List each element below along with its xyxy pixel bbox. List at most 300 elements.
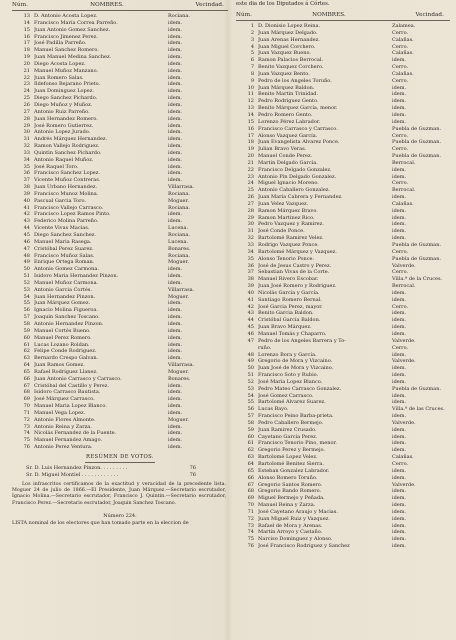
elector-name: Antonio Flores Almonte. xyxy=(34,416,96,423)
table-row xyxy=(236,23,450,30)
elector-name: Francisco Muñoz Salas. xyxy=(34,252,95,259)
table-row xyxy=(12,266,228,273)
section-number: Número 224. xyxy=(103,513,137,520)
table-row xyxy=(12,40,228,47)
row-number: 64 xyxy=(23,362,30,369)
elector-name: Antonio Ruiz Parreño. xyxy=(34,108,90,115)
elector-town: idem. xyxy=(168,423,183,430)
table-row xyxy=(236,256,450,263)
row-number: 47 xyxy=(247,337,254,344)
row-number: 29 xyxy=(23,122,30,129)
row-number: 40 xyxy=(23,197,30,204)
elector-town: Cerro. xyxy=(392,248,409,255)
elector-town: idem. xyxy=(168,300,183,307)
row-number: 30 xyxy=(247,221,254,228)
elector-town: Calañas. xyxy=(392,200,414,207)
elector-name: Nicolás Fernandez de la Fuente. xyxy=(34,430,117,437)
table-row xyxy=(12,355,228,362)
elector-name: Juan María Cabrera y Fernandez. xyxy=(258,194,343,201)
elector-name: Rafael Rodriguez Llanez. xyxy=(34,368,98,375)
row-number: 39 xyxy=(247,283,254,290)
elector-town: idem. xyxy=(168,430,183,437)
elector-town: Calañas. xyxy=(392,454,414,461)
elector-town: idem. xyxy=(168,40,183,47)
table-row xyxy=(12,348,228,355)
row-number: 21 xyxy=(23,67,30,74)
elector-name: Manuel Cortés Bueno. xyxy=(34,327,91,334)
elector-name: Alonso Tenorio Ponce. xyxy=(258,255,315,262)
row-number: 42 xyxy=(23,211,30,218)
elector-name: Antonio Gomez Carmona. xyxy=(34,266,99,273)
table-row xyxy=(12,143,228,150)
table-row xyxy=(236,352,450,359)
table-row xyxy=(12,389,228,396)
elector-name: Francisco Lopez Ramos Pinto. xyxy=(34,211,111,218)
elector-name: Ramon Martinez Rico. xyxy=(258,214,315,221)
elector-name: José Padilla Parreño. xyxy=(34,40,87,47)
elector-name: Antonio Lopez Jurado. xyxy=(34,129,91,136)
row-number: 23 xyxy=(23,81,30,88)
table-row xyxy=(12,170,228,177)
elector-town: idem. xyxy=(392,91,407,98)
table-row xyxy=(12,328,228,335)
elector-name: Francisco Carrasco y Carrasco. xyxy=(258,125,338,132)
elector-name: Juan Vazquez Bento. xyxy=(258,70,310,77)
table-row xyxy=(12,246,228,253)
table-row xyxy=(12,157,228,164)
row-number: 15 xyxy=(247,118,254,125)
elector-name: Pedro de los Angeles Toruño. xyxy=(258,77,332,84)
row-number: 46 xyxy=(23,238,30,245)
table-row xyxy=(236,50,450,57)
table-row xyxy=(236,304,450,311)
row-number: 15 xyxy=(23,26,30,33)
elector-name: Bartolomé Benitez Sierra. xyxy=(258,461,324,467)
table-row xyxy=(12,34,228,41)
elector-town: idem. xyxy=(392,515,407,522)
table-row xyxy=(12,335,228,342)
elector-name: Vicente Vivas Macias. xyxy=(34,225,90,232)
row-number: 36 xyxy=(247,262,254,269)
elector-name: José de Jesus Castro y Perez. xyxy=(258,262,332,269)
elector-town: idem. xyxy=(392,98,407,105)
elector-town: Villarrasa. xyxy=(168,286,195,293)
row-number: 75 xyxy=(247,536,254,543)
table-row xyxy=(236,91,450,98)
table-row xyxy=(236,475,450,482)
elector-name: Francisco Delgado Gonzalez. xyxy=(258,166,332,173)
row-number: 60 xyxy=(247,433,254,440)
table-row xyxy=(236,126,450,133)
elector-town: idem. xyxy=(168,314,183,321)
row-number: 53 xyxy=(23,286,30,293)
table-row xyxy=(12,321,228,328)
elector-name: José Gomez Carrasco. xyxy=(258,392,314,399)
elector-town: Cerro. xyxy=(392,461,409,467)
table-row xyxy=(236,393,450,400)
table-row xyxy=(236,78,450,85)
elector-name: Manuel Rivero Escobar. xyxy=(258,276,319,283)
row-number: 16 xyxy=(23,33,30,40)
row-number: 20 xyxy=(23,60,30,67)
elector-town: idem. xyxy=(168,396,183,403)
table-row xyxy=(12,294,228,301)
elector-name: Esteban Gonzalez Labrador. xyxy=(258,467,330,474)
elector-town: Cerro. xyxy=(392,43,409,50)
table-row xyxy=(236,331,450,338)
elector-name: Enrique Ortega Roman. xyxy=(34,259,95,266)
row-number: 10 xyxy=(247,84,254,91)
elector-town: Berrocal. xyxy=(392,283,416,290)
table-row xyxy=(12,47,228,54)
elector-town: Moguer. xyxy=(168,197,189,204)
elector-name: Juan Manuel Medina Sanchez. xyxy=(34,54,112,61)
elector-name: Juan Arenas Hernandez. xyxy=(258,36,320,43)
elector-name: Martin Arroyo y Castaño. xyxy=(258,529,323,536)
row-number: 41 xyxy=(247,296,254,303)
table-row xyxy=(236,139,450,146)
table-row xyxy=(236,235,450,242)
row-number: 57 xyxy=(247,413,254,420)
elector-town: idem. xyxy=(392,474,407,481)
table-row xyxy=(236,358,450,365)
table-row xyxy=(236,386,450,393)
row-number: 6 xyxy=(250,57,254,64)
table-row xyxy=(12,280,228,287)
row-number: 23 xyxy=(247,173,254,180)
table-row xyxy=(236,242,450,249)
elector-town: Cerro. xyxy=(392,146,409,153)
row-number: 56 xyxy=(247,406,254,413)
elector-town: Rociana. xyxy=(168,252,190,259)
elector-name: José María Lopez Blanco. xyxy=(258,378,323,385)
table-row xyxy=(236,283,450,290)
elector-town: Berrocal. xyxy=(392,159,416,166)
right-rows xyxy=(236,23,450,550)
elector-town: idem. xyxy=(168,19,183,26)
table-row xyxy=(236,365,450,372)
header-town: Vecindad. xyxy=(195,2,224,8)
elector-town: idem. xyxy=(392,433,407,440)
row-number: 54 xyxy=(23,293,30,300)
right-table-header xyxy=(236,10,450,21)
table-row xyxy=(12,13,228,20)
elector-name: Cristóbal del Castillo y Perez. xyxy=(34,382,109,389)
elector-town: idem. xyxy=(392,317,407,324)
table-row xyxy=(236,543,450,550)
row-number: 34 xyxy=(247,248,254,255)
elector-name: Felipe Conde Rodriguez. xyxy=(34,348,97,355)
table-row xyxy=(12,95,228,102)
elector-name: Sebastian Vivas de la Corte. xyxy=(258,269,330,276)
table-row xyxy=(236,440,450,447)
elector-town: idem. xyxy=(168,156,183,163)
elector-town: Valverde. xyxy=(392,262,416,269)
row-number: 8 xyxy=(250,70,254,77)
elector-town: Calañas. xyxy=(392,70,414,77)
elector-town: idem. xyxy=(168,88,183,95)
elector-name: Federico Molina Parreño. xyxy=(34,218,99,225)
elector-town: idem. xyxy=(392,378,407,385)
table-row xyxy=(236,180,450,187)
elector-name: Lorenzo Pérez Labrador. xyxy=(258,118,321,125)
elector-town: idem. xyxy=(168,382,183,389)
row-number: 37 xyxy=(23,177,30,184)
elector-town: idem. xyxy=(392,399,407,406)
elector-name: Manuel Fernandez Amago. xyxy=(34,437,103,444)
elector-town: Bonares. xyxy=(168,245,191,252)
elector-town: Calañas. xyxy=(392,36,414,43)
table-row xyxy=(236,536,450,543)
row-number: 43 xyxy=(247,310,254,317)
row-number: 24 xyxy=(23,88,30,95)
divider xyxy=(85,462,155,463)
elector-name: Antonio Pin Delgado Gonzalez. xyxy=(258,173,337,180)
table-row xyxy=(236,174,450,181)
row-number xyxy=(236,345,258,352)
header-num: Núm. xyxy=(236,12,252,18)
table-row xyxy=(236,379,450,386)
row-number: 44 xyxy=(23,225,30,232)
row-number: 26 xyxy=(247,194,254,201)
elector-name: Juan José de Mora y Vizcaino. xyxy=(258,365,334,372)
table-row xyxy=(236,105,450,112)
elector-town: Cerro. xyxy=(392,269,409,276)
elector-town: Zalamea. xyxy=(392,23,416,29)
elector-name: Joaquin Sanchez Toscano. xyxy=(34,314,100,321)
row-number: 22 xyxy=(23,74,30,81)
elector-name: Bernardo Crespo Galvan. xyxy=(34,355,99,362)
row-number: 5 xyxy=(250,50,254,57)
table-row xyxy=(12,54,228,61)
elector-town: Moguer. xyxy=(168,259,189,266)
elector-town: idem. xyxy=(168,341,183,348)
elector-name: Juan Hernandez Romero. xyxy=(34,115,98,122)
row-number: 71 xyxy=(23,409,30,416)
header-names: NOMBRES. xyxy=(312,12,346,18)
table-row xyxy=(236,297,450,304)
elector-name: Benito Vazquez Corchero. xyxy=(258,64,324,71)
elector-town: idem. xyxy=(168,54,183,61)
row-number: 31 xyxy=(23,136,30,143)
elector-town: idem. xyxy=(392,365,407,372)
table-row xyxy=(236,146,450,153)
row-number: 70 xyxy=(247,502,254,509)
table-row xyxy=(12,68,228,75)
elector-town: idem. xyxy=(168,95,183,102)
elector-name: Miguel Ignacio Moreno. xyxy=(258,180,319,187)
table-row xyxy=(236,290,450,297)
table-row xyxy=(12,27,228,34)
left-rows xyxy=(12,13,228,451)
row-number: 67 xyxy=(23,382,30,389)
elector-name: José Conde Ponce. xyxy=(258,228,305,235)
table-row xyxy=(236,201,450,208)
elector-town: Puebla de Guzman. xyxy=(392,125,442,132)
elector-name: Gregorio Santos Romero. xyxy=(258,481,323,488)
elector-name: Francisco Tenorio Pino, menor. xyxy=(258,440,337,447)
continuation-line: este dia de los Diputados á Córtes. xyxy=(236,1,330,7)
elector-town: idem. xyxy=(168,26,183,33)
table-row xyxy=(236,263,450,270)
elector-town: idem. xyxy=(392,207,407,214)
row-number: 58 xyxy=(247,419,254,426)
row-number: 67 xyxy=(247,481,254,488)
elector-town: idem. xyxy=(392,392,407,399)
elector-name: Juan Ramos Gomez. xyxy=(34,362,85,369)
elector-name: Pedro Rodriguez Gento. xyxy=(258,98,319,105)
row-number: 51 xyxy=(23,273,30,280)
table-row xyxy=(236,516,450,523)
row-number: 3 xyxy=(250,36,254,43)
elector-town: Bonares. xyxy=(168,375,191,382)
elector-town: idem. xyxy=(168,389,183,396)
row-number: 42 xyxy=(247,303,254,310)
table-row xyxy=(12,314,228,321)
row-number: 62 xyxy=(247,447,254,454)
elector-town: idem. xyxy=(168,163,183,170)
row-number: 24 xyxy=(247,180,254,187)
elector-town: idem. xyxy=(168,409,183,416)
row-number: 59 xyxy=(23,327,30,334)
table-row xyxy=(12,116,228,123)
table-row xyxy=(236,399,450,406)
elector-name: Santiago Romero Bernal. xyxy=(258,296,322,303)
elector-town: Lucena. xyxy=(168,238,189,245)
elector-town: idem. xyxy=(168,67,183,74)
elector-town: Moguer. xyxy=(168,293,189,300)
elector-name: Manuel Sanchez Romero. xyxy=(34,47,99,54)
row-number: 19 xyxy=(247,146,254,153)
table-row xyxy=(236,187,450,194)
elector-name: Francisco Vallejo Carrasco. xyxy=(34,204,104,211)
elector-name: Juan Antonio Carrasco y Carrasco. xyxy=(34,375,122,382)
row-number: 35 xyxy=(247,255,254,262)
votes-summary xyxy=(12,465,228,479)
table-row xyxy=(12,430,228,437)
table-row xyxy=(236,85,450,92)
row-number: 63 xyxy=(247,454,254,461)
vote-row xyxy=(12,472,228,479)
row-number: 59 xyxy=(247,426,254,433)
table-row xyxy=(12,225,228,232)
table-row xyxy=(12,424,228,431)
table-row xyxy=(12,239,228,246)
certification-paragraph: Los infrascritos certificamos de la exactitud y veracidad de la precedente lista. Moguer 24 de julio de 1866.—El Presidente, Juan Márquez.—Secretario escrutador, Ignacio Molina.—Secretario escrutador, Francisco J. Quintin.—Secretario escrutador, Francisco Perez.—Secretario escrutador, Joaquin Sanchez Toscano. xyxy=(12,481,226,506)
row-number: 28 xyxy=(23,115,30,122)
elector-name: Julian Bravo Veras. xyxy=(258,146,307,153)
elector-town: idem. xyxy=(392,289,407,296)
elector-name: Juan José Romero y Rodriguez. xyxy=(258,283,337,290)
elector-town: idem. xyxy=(168,218,183,225)
table-row xyxy=(12,102,228,109)
elector-name: Pedro Vazquez y Ramirez. xyxy=(258,221,324,228)
table-row xyxy=(236,64,450,71)
table-row xyxy=(236,338,450,345)
table-row xyxy=(12,129,228,136)
row-number: 33 xyxy=(247,242,254,248)
elector-name: Diego Acosta Lopez. xyxy=(34,60,86,67)
elector-name: Manuel Vega Lopez. xyxy=(34,409,86,416)
row-number: 75 xyxy=(23,437,30,444)
elector-town: idem. xyxy=(392,502,407,509)
row-number: 52 xyxy=(247,378,254,385)
row-number: 22 xyxy=(247,166,254,173)
row-number: 39 xyxy=(23,190,30,197)
table-row xyxy=(236,406,450,413)
elector-town: Puebla de Guzman. xyxy=(392,255,442,262)
row-number: 12 xyxy=(247,98,254,105)
elector-name: Lucas Lozano Roldan. xyxy=(34,341,90,348)
elector-name: Manuel Conde Perez. xyxy=(258,153,313,160)
elector-name: Pedro Mateo Carrasco Gonzalez. xyxy=(258,385,342,392)
table-row xyxy=(12,88,228,95)
row-number: 41 xyxy=(23,204,30,211)
elector-name: Francisco Peino Barba-prieta. xyxy=(258,413,334,420)
table-row xyxy=(12,287,228,294)
row-number: 68 xyxy=(247,488,254,495)
elector-town: idem. xyxy=(392,413,407,420)
elector-name: Ignacio Molina Figueroa. xyxy=(34,307,98,314)
row-number: 17 xyxy=(23,40,30,47)
left-column xyxy=(12,0,228,640)
elector-name: José Cayetano Araujo y Macias. xyxy=(258,508,338,515)
table-row xyxy=(236,30,450,37)
elector-town: idem. xyxy=(168,320,183,327)
elector-town: Cerro. xyxy=(392,132,409,139)
elector-town: idem. xyxy=(168,122,183,129)
table-row xyxy=(236,37,450,44)
elector-town: idem. xyxy=(168,101,183,108)
elector-town: Cerro. xyxy=(392,303,409,310)
row-number: 2 xyxy=(250,29,254,36)
elector-name: Francisco María Correa Parreño. xyxy=(34,19,118,26)
row-number: 47 xyxy=(23,245,30,252)
elector-name: José Francisco Rodriguez y Sanchez xyxy=(258,543,350,550)
elector-name: Benito Martin Trinidad. xyxy=(258,91,319,98)
row-number: 25 xyxy=(23,95,30,102)
row-number: 40 xyxy=(247,289,254,296)
elector-town: idem. xyxy=(168,115,183,122)
elector-name: Manuel Reina y Zarza. xyxy=(258,502,316,509)
header-num: Núm. xyxy=(12,2,28,8)
row-number: 73 xyxy=(247,522,254,529)
elector-town: Valverde. xyxy=(392,358,416,365)
table-row xyxy=(12,437,228,444)
elector-town: idem. xyxy=(392,330,407,337)
elector-town: idem. xyxy=(168,273,183,280)
elector-town: idem. xyxy=(392,105,407,112)
elector-town: idem. xyxy=(392,536,407,543)
table-row xyxy=(236,228,450,235)
elector-town: idem. xyxy=(168,403,183,410)
row-number: 35 xyxy=(23,163,30,170)
table-row xyxy=(12,232,228,239)
row-number: 13 xyxy=(247,105,254,112)
row-number: 61 xyxy=(247,440,254,447)
elector-town: Puebla de Guzman. xyxy=(392,153,442,160)
elector-town: idem. xyxy=(168,74,183,81)
elector-town: idem. xyxy=(168,81,183,88)
table-row xyxy=(236,98,450,105)
table-row xyxy=(236,119,450,126)
row-number: 72 xyxy=(247,515,254,522)
table-row xyxy=(236,249,450,256)
elector-name: Rodrigo Vazquez Ponce. xyxy=(258,242,319,248)
table-row xyxy=(12,417,228,424)
elector-town: idem. xyxy=(168,279,183,286)
elector-name: Bartolomé Lopez Velez. xyxy=(258,454,318,461)
